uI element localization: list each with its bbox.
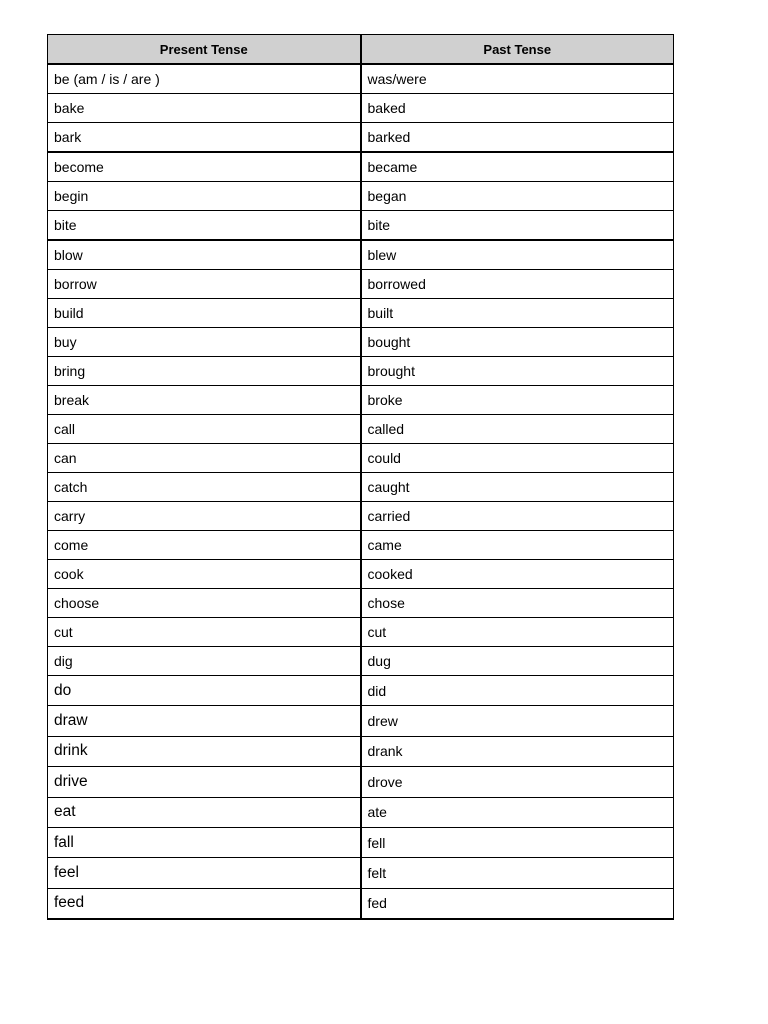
present-tense-cell: begin [48,182,361,211]
past-tense-cell: was/were [361,64,674,94]
past-tense-cell: came [361,531,674,560]
table-row [48,182,674,211]
table-row [48,797,674,827]
table-row [48,647,674,676]
table-row [48,328,674,357]
table-row [48,152,674,182]
present-tense-cell: blow [48,240,361,270]
past-tense-cell: caught [361,473,674,502]
past-tense-cell: borrowed [361,270,674,299]
past-tense-cell: bite [361,211,674,241]
table-row [48,211,674,241]
present-tense-cell: fall [48,827,361,857]
table-body [48,64,674,919]
past-tense-header: Past Tense [361,35,674,65]
present-tense-cell: bark [48,123,361,153]
present-tense-cell: buy [48,328,361,357]
table-header [48,35,674,65]
verb-tense-table [47,34,674,920]
past-tense-cell: dug [361,647,674,676]
table-row [48,64,674,94]
past-tense-cell: carried [361,502,674,531]
past-tense-cell: became [361,152,674,182]
table-row [48,618,674,647]
present-tense-cell: draw [48,706,361,736]
present-tense-cell: do [48,676,361,706]
table-row [48,589,674,618]
header-row [48,35,674,65]
past-tense-cell: drove [361,767,674,797]
table-row [48,386,674,415]
past-tense-cell: chose [361,589,674,618]
past-tense-cell: blew [361,240,674,270]
past-tense-cell: drew [361,706,674,736]
past-tense-cell: brought [361,357,674,386]
past-tense-cell: barked [361,123,674,153]
table-row [48,858,674,888]
present-tense-header: Present Tense [48,35,361,65]
table-row [48,94,674,123]
present-tense-cell: drive [48,767,361,797]
present-tense-cell: cut [48,618,361,647]
past-tense-cell: cooked [361,560,674,589]
present-tense-cell: borrow [48,270,361,299]
table-row [48,270,674,299]
present-tense-cell: eat [48,797,361,827]
past-tense-cell: baked [361,94,674,123]
table-row [48,767,674,797]
past-tense-cell: fell [361,827,674,857]
present-tense-cell: feed [48,888,361,919]
table-row [48,299,674,328]
present-tense-cell: come [48,531,361,560]
present-tense-cell: bite [48,211,361,241]
present-tense-cell: carry [48,502,361,531]
past-tense-cell: called [361,415,674,444]
present-tense-cell: break [48,386,361,415]
table-row [48,240,674,270]
table-row [48,444,674,473]
table-row [48,502,674,531]
table-row [48,415,674,444]
past-tense-cell: did [361,676,674,706]
table-row [48,736,674,766]
table-row [48,706,674,736]
past-tense-cell: began [361,182,674,211]
past-tense-cell: felt [361,858,674,888]
table-row [48,357,674,386]
past-tense-cell: could [361,444,674,473]
present-tense-cell: feel [48,858,361,888]
present-tense-cell: build [48,299,361,328]
present-tense-cell: catch [48,473,361,502]
table-row [48,531,674,560]
present-tense-cell: drink [48,736,361,766]
table-row [48,676,674,706]
present-tense-cell: become [48,152,361,182]
past-tense-cell: drank [361,736,674,766]
present-tense-cell: bake [48,94,361,123]
table-row [48,560,674,589]
past-tense-cell: bought [361,328,674,357]
past-tense-cell: built [361,299,674,328]
present-tense-cell: cook [48,560,361,589]
table-row [48,123,674,153]
past-tense-cell: fed [361,888,674,919]
present-tense-cell: bring [48,357,361,386]
present-tense-cell: choose [48,589,361,618]
verb-table-sheet [47,34,673,920]
table-row [48,473,674,502]
present-tense-cell: can [48,444,361,473]
past-tense-cell: broke [361,386,674,415]
past-tense-cell: cut [361,618,674,647]
present-tense-cell: call [48,415,361,444]
table-row [48,827,674,857]
past-tense-cell: ate [361,797,674,827]
present-tense-cell: be (am / is / are ) [48,64,361,94]
table-row [48,888,674,919]
present-tense-cell: dig [48,647,361,676]
